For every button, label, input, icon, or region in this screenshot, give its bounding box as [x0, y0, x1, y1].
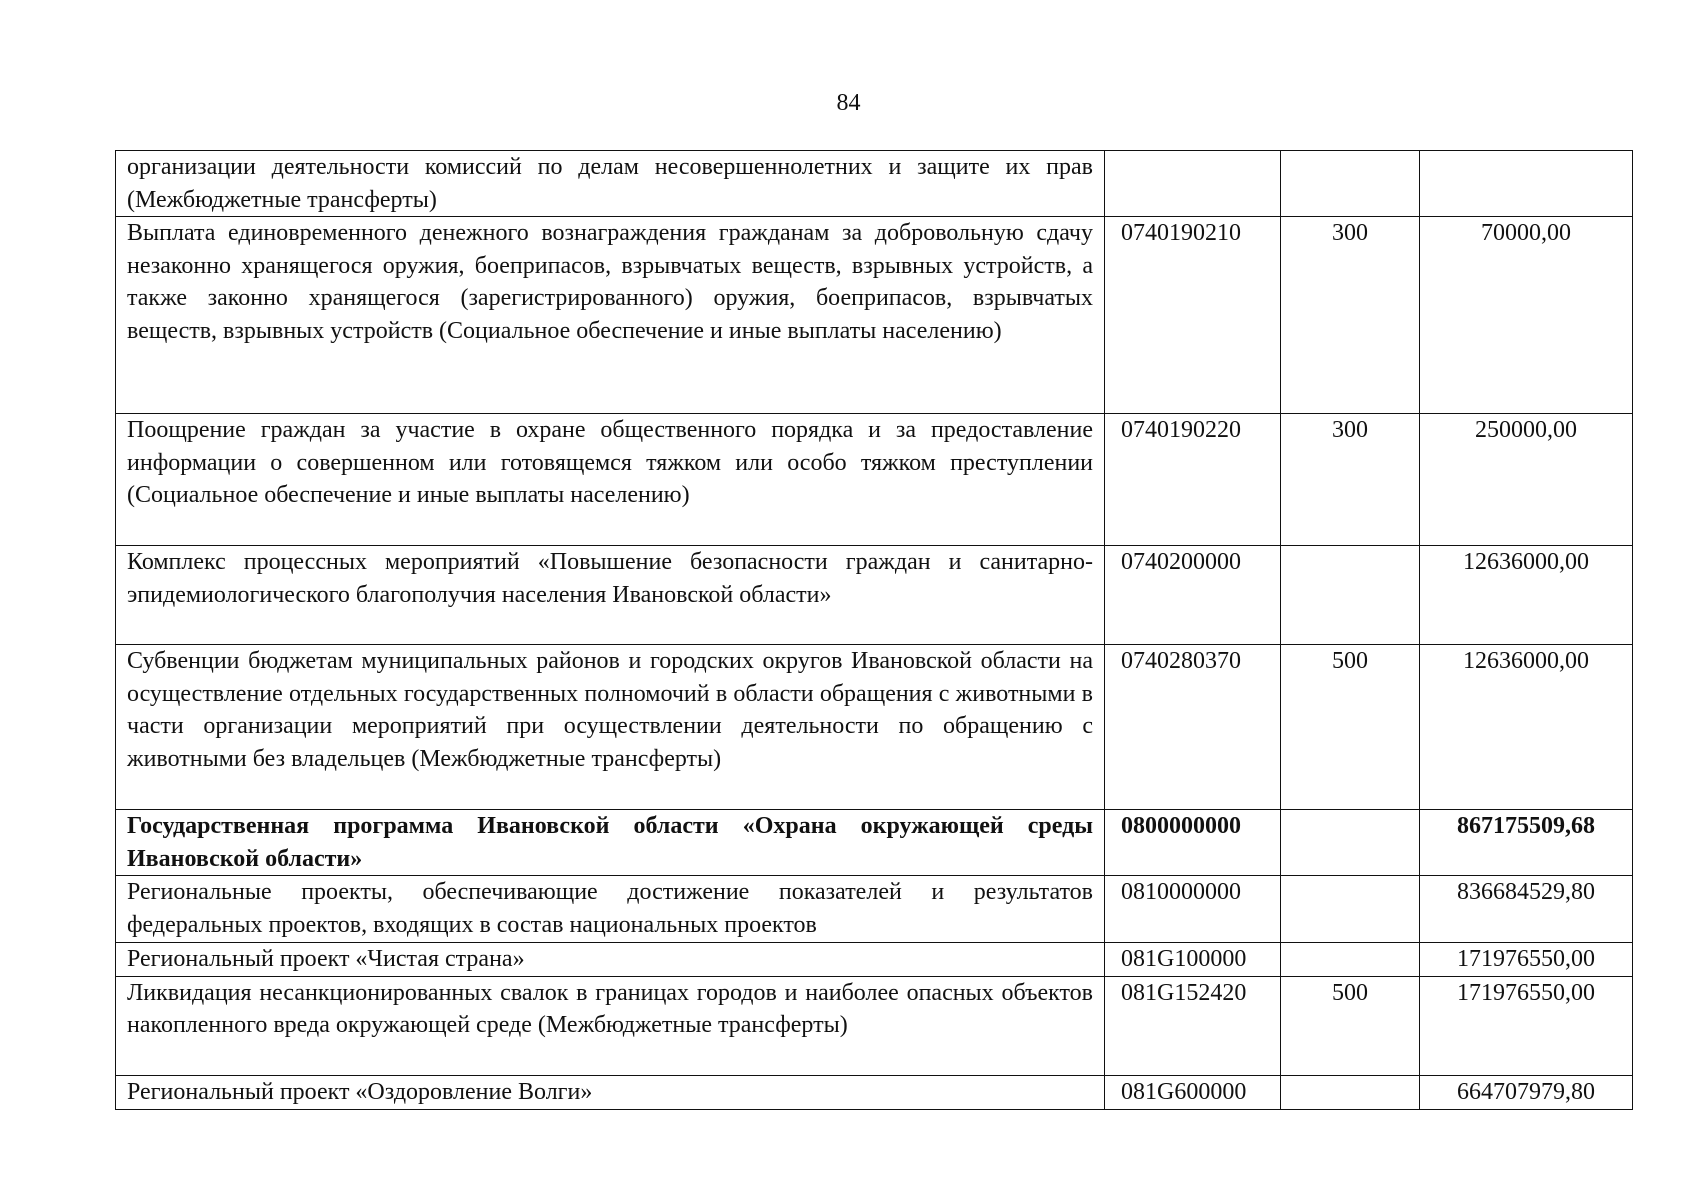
table-row	[116, 942, 1633, 976]
page-number: 84	[836, 90, 861, 116]
table-row	[116, 414, 1633, 546]
table-row	[116, 151, 1633, 217]
row-sum: 12636000,00	[1420, 546, 1633, 645]
row-type: 500	[1281, 976, 1420, 1075]
row-type	[1281, 876, 1420, 942]
row-sum: 836684529,80	[1420, 876, 1633, 942]
row-type	[1281, 810, 1420, 876]
table-row	[116, 976, 1633, 1075]
row-name: организации деятельности комиссий по делам несовершеннолетних и защите их прав (Межбюджетные трансферты)	[116, 151, 1105, 217]
row-name: Субвенции бюджетам муниципальных районов и городских округов Ивановской области на осуществление отдельных государственных полномочий в области обращения с животными в части организации мероприятий при осуществлении деятельности по обращению с животными без владельцев (Межбюджетные трансферты)	[116, 645, 1105, 810]
row-code: 0740280370	[1105, 645, 1281, 810]
row-name: Ликвидация несанкционированных свалок в границах городов и наиболее опасных объектов накопленного вреда окружающей среде (Межбюджетные трансферты)	[116, 976, 1105, 1075]
table-row	[116, 546, 1633, 645]
row-type: 500	[1281, 645, 1420, 810]
row-name: Выплата единовременного денежного вознаграждения гражданам за добровольную сдачу незаконно хранящегося оружия, боеприпасов, взрывчатых веществ, взрывных устройств, а также законно хранящегося (зарегистрированного) оружия, боеприпасов, взрывчатых веществ, взрывных устройств (Социальное обеспечение и иные выплаты населению)	[116, 217, 1105, 414]
row-name: Региональные проекты, обеспечивающие достижение показателей и результатов федеральных проектов, входящих в состав национальных проектов	[116, 876, 1105, 942]
row-code: 0810000000	[1105, 876, 1281, 942]
row-type	[1281, 942, 1420, 976]
row-type	[1281, 546, 1420, 645]
row-code: 0740190210	[1105, 217, 1281, 414]
row-sum: 664707979,80	[1420, 1075, 1633, 1109]
row-sum: 171976550,00	[1420, 942, 1633, 976]
row-type	[1281, 1075, 1420, 1109]
table-row	[116, 217, 1633, 414]
row-name: Региональный проект «Оздоровление Волги»	[116, 1075, 1105, 1109]
row-sum: 70000,00	[1420, 217, 1633, 414]
row-sum: 12636000,00	[1420, 645, 1633, 810]
row-code: 081G600000	[1105, 1075, 1281, 1109]
row-type	[1281, 151, 1420, 217]
row-code: 0740190220	[1105, 414, 1281, 546]
row-name: Поощрение граждан за участие в охране общественного порядка и за предоставление информации о совершенном или готовящемся тяжком или особо тяжком преступлении (Социальное обеспечение и иные выплаты населению)	[116, 414, 1105, 546]
row-type: 300	[1281, 414, 1420, 546]
table-row-program	[116, 810, 1633, 876]
row-sum	[1420, 151, 1633, 217]
row-sum: 171976550,00	[1420, 976, 1633, 1075]
row-sum: 250000,00	[1420, 414, 1633, 546]
table-row	[116, 645, 1633, 810]
row-code: 0800000000	[1105, 810, 1281, 876]
row-type: 300	[1281, 217, 1420, 414]
row-code	[1105, 151, 1281, 217]
row-name: Комплекс процессных мероприятий «Повышение безопасности граждан и санитарно-эпидемиологического благополучия населения Ивановской области»	[116, 546, 1105, 645]
table-row	[116, 876, 1633, 942]
row-code: 081G152420	[1105, 976, 1281, 1075]
row-sum: 867175509,68	[1420, 810, 1633, 876]
row-name: Государственная программа Ивановской области «Охрана окружающей среды Ивановской области»	[116, 810, 1105, 876]
row-code: 081G100000	[1105, 942, 1281, 976]
table-row	[116, 1075, 1633, 1109]
budget-table	[115, 150, 1633, 1110]
row-name: Региональный проект «Чистая страна»	[116, 942, 1105, 976]
row-code: 0740200000	[1105, 546, 1281, 645]
